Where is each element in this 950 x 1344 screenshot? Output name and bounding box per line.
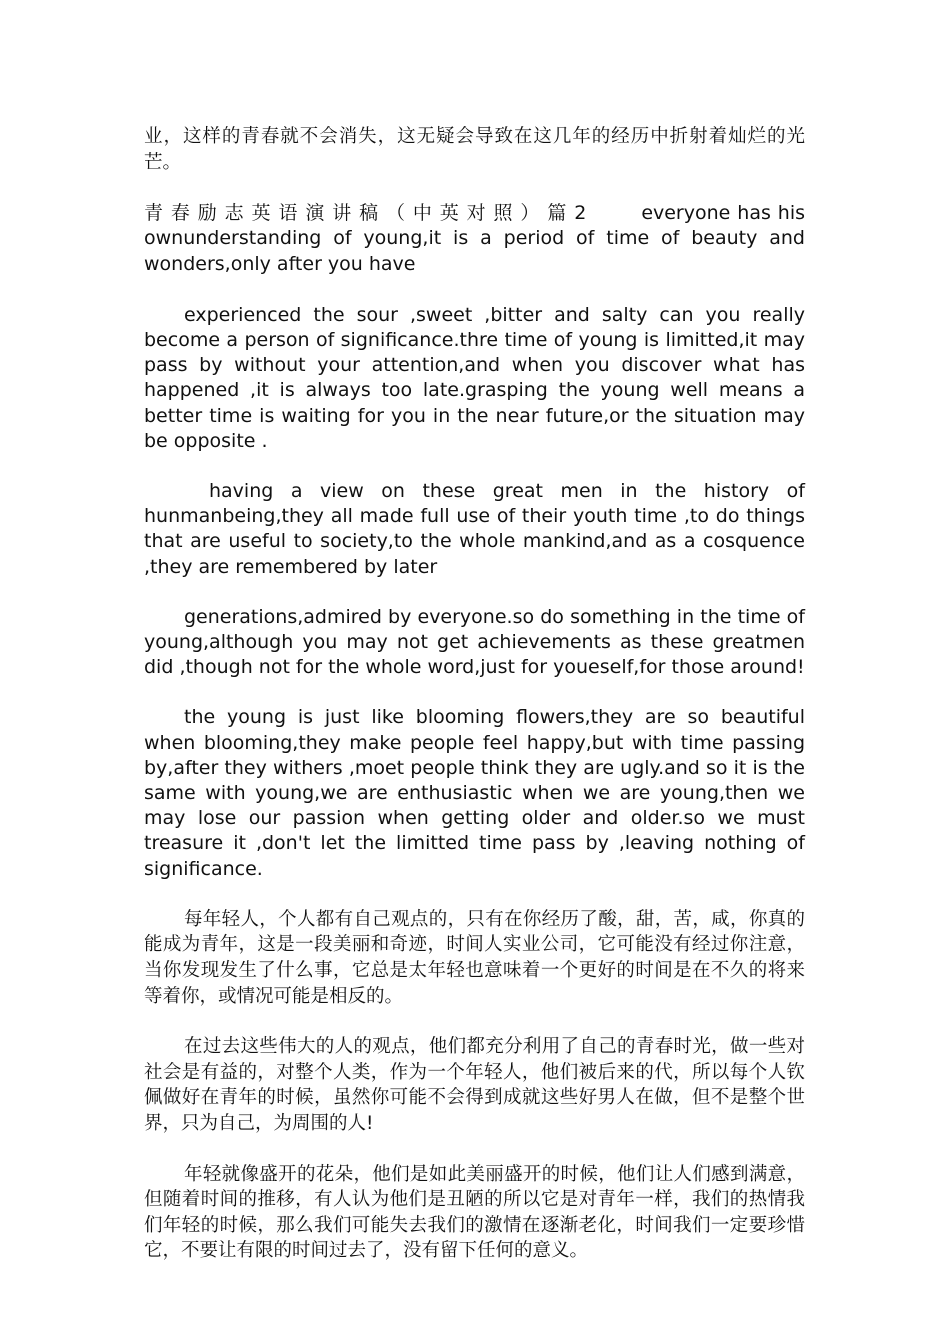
- paragraph-en-2: having a view on these great men in the history of hunmanbeing,they all made full use of their youth time ,to do things that are useful to society,to the whole mankind,and as a cosquence ,they are remembered by later: [144, 480, 805, 578]
- section-lead-text: everyone has his ownunderstanding of young,it is a period of time of beauty and wonders,only after you have: [144, 202, 806, 275]
- section-title: 青春励志英语演讲稿（中英对照）篇2: [144, 202, 594, 225]
- paragraph-zh-1: 每年轻人，个人都有自己观点的，只有在你经历了酸，甜，苦，咸，你真的能成为青年，这是一段美丽和奇迹，时间人实业公司，它可能没有经过你注意，当你发现发生了什么事，它总是太年轻也意味着一个更好的时间是在不久的将来等着你，或情况可能是相反的。: [144, 908, 805, 1007]
- document-page: [144, 124, 805, 1264]
- paragraph-en-3: generations,admired by everyone.so do something in the time of young,although you may not get achievements as these greatmen did ,though not for the whole word,just for youeself,for those around!: [144, 605, 805, 679]
- paragraph-zh-3: 年轻就像盛开的花朵，他们是如此美丽盛开的时候，他们让人们感到满意，但随着时间的推移，有人认为他们是丑陋的所以它是对青年一样，我们的热情我们年轻的时候，那么我们可能失去我们的激情在逐渐老化，时间我们一定要珍惜它，不要让有限的时间过去了，没有留下任何的意义。: [144, 1163, 805, 1262]
- section-heading-paragraph: [144, 201, 805, 277]
- intro-paragraph-zh: 业，这样的青春就不会消失，这无疑会导致在这几年的经历中折射着灿烂的光芒。: [144, 126, 805, 173]
- paragraph-zh-2: 在过去这些伟大的人的观点，他们都充分利用了自己的青春时光，做一些对社会是有益的，对整个人类，作为一个年轻人，他们被后来的代，所以每个人钦佩做好在青年的时候，虽然你可能不会得到成就这些好男人在做，但不是整个世界，只为自己，为周围的人!: [144, 1036, 805, 1135]
- paragraph-en-1: experienced the sour ,sweet ,bitter and salty can you really become a person of significance.thre time of young is limitted,it may pass by without your attention,and when you discover what has happened ,it is always too late.grasping the young well means a better time is waiting for you in the near future,or the situation may be opposite .: [144, 303, 805, 452]
- paragraph-en-4: the young is just like blooming flowers,they are so beautiful when blooming,they make people feel happy,but with time passing by,after they withers ,moet people think they are ugly.and so it is the same with young,we are enthusiastic when we are young,then we may lose our passion when getting older and older.so we must treasure it ,don't let the limitted time pass by ,leaving nothing of significance.: [144, 706, 805, 880]
